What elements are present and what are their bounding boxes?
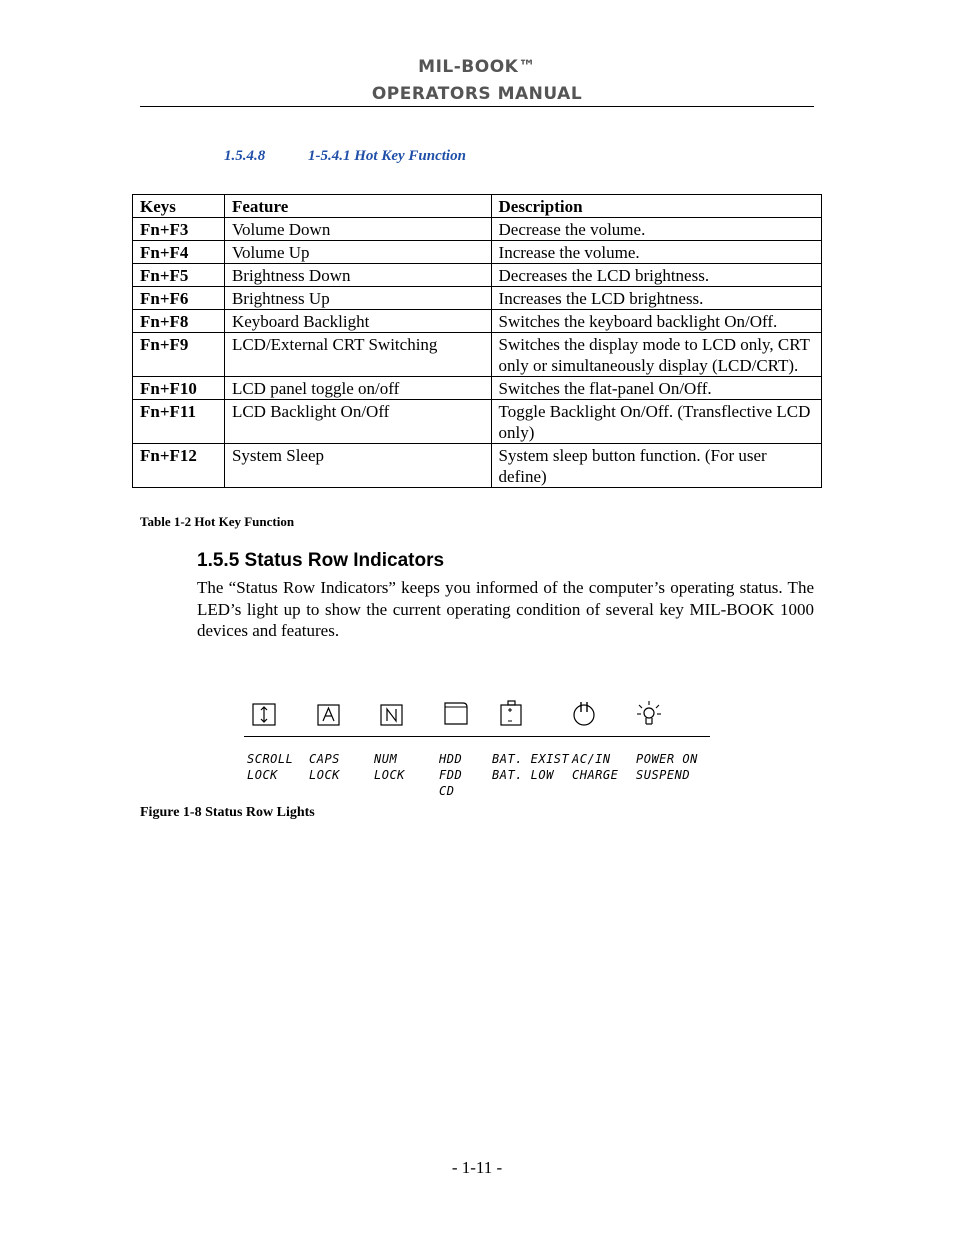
header-subtitle: OPERATORS MANUAL bbox=[371, 84, 583, 104]
description-cell: Toggle Backlight On/Off. (Transflective LCD only) bbox=[491, 400, 821, 444]
key-cell: Fn+F3 bbox=[133, 218, 225, 241]
num-lock-icon bbox=[371, 696, 411, 730]
document-header bbox=[0, 54, 954, 108]
key-cell: Fn+F5 bbox=[133, 264, 225, 287]
feature-cell: System Sleep bbox=[224, 444, 491, 488]
table-row bbox=[133, 310, 822, 333]
indicator-label: POWER ON SUSPEND bbox=[636, 752, 698, 782]
power-plug-icon bbox=[569, 696, 609, 730]
key-cell: Fn+F4 bbox=[133, 241, 225, 264]
header-rule bbox=[140, 106, 814, 107]
description-cell: Increase the volume. bbox=[491, 241, 821, 264]
feature-cell: Keyboard Backlight bbox=[224, 310, 491, 333]
feature-cell: LCD panel toggle on/off bbox=[224, 377, 491, 400]
description-cell: System sleep button function. (For user define) bbox=[491, 444, 821, 488]
feature-cell: Brightness Up bbox=[224, 287, 491, 310]
table-row bbox=[133, 377, 822, 400]
hdd-icon bbox=[436, 696, 476, 730]
key-cell: Fn+F9 bbox=[133, 333, 225, 377]
battery-icon bbox=[489, 696, 529, 730]
feature-cell: LCD/External CRT Switching bbox=[224, 333, 491, 377]
key-cell: Fn+F8 bbox=[133, 310, 225, 333]
section-number: 1.5.4.8 bbox=[224, 148, 266, 164]
table-row bbox=[133, 287, 822, 310]
indicator-hdd bbox=[436, 696, 496, 806]
table-row bbox=[133, 264, 822, 287]
indicator-scroll-lock bbox=[244, 696, 304, 806]
indicator-battery bbox=[489, 696, 570, 806]
indicator-num-lock bbox=[371, 696, 431, 806]
column-header-keys: Keys bbox=[133, 195, 225, 218]
table-row bbox=[133, 400, 822, 444]
indicator-label: NUM LOCK bbox=[374, 752, 405, 782]
feature-cell: Brightness Down bbox=[224, 264, 491, 287]
caps-lock-icon bbox=[306, 696, 346, 730]
key-cell: Fn+F12 bbox=[133, 444, 225, 488]
table-caption: Table 1-2 Hot Key Function bbox=[140, 514, 295, 529]
light-bulb-icon bbox=[633, 696, 673, 730]
indicator-caps-lock bbox=[306, 696, 366, 806]
description-cell: Switches the keyboard backlight On/Off. bbox=[491, 310, 821, 333]
subsection-heading: 1.5.5 Status Row Indicators bbox=[197, 550, 445, 571]
hot-key-table bbox=[132, 194, 822, 488]
description-cell: Decreases the LCD brightness. bbox=[491, 264, 821, 287]
key-cell: Fn+F11 bbox=[133, 400, 225, 444]
key-cell: Fn+F6 bbox=[133, 287, 225, 310]
status-row-figure bbox=[244, 696, 714, 806]
indicator-label: AC/IN CHARGE bbox=[572, 752, 619, 782]
feature-cell: Volume Up bbox=[224, 241, 491, 264]
description-cell: Switches the display mode to LCD only, CRT only or simultaneously display (LCD/CRT). bbox=[491, 333, 821, 377]
table-row bbox=[133, 218, 822, 241]
column-header-description: Description bbox=[491, 195, 821, 218]
key-cell: Fn+F10 bbox=[133, 377, 225, 400]
column-header-feature: Feature bbox=[224, 195, 491, 218]
status-paragraph: The “Status Row Indicators” keeps you informed of the computer’s operating status. The LED’s light up to show the current operating condition of several key MIL-BOOK 1000 devices and features. bbox=[197, 578, 814, 640]
page-number: - 1-11 - bbox=[451, 1158, 503, 1177]
indicator-label: HDD FDD CD bbox=[439, 752, 463, 798]
table-row bbox=[133, 444, 822, 488]
section-heading bbox=[224, 148, 466, 165]
table-row bbox=[133, 333, 822, 377]
indicator-ac-in bbox=[569, 696, 629, 806]
feature-cell: LCD Backlight On/Off bbox=[224, 400, 491, 444]
figure-caption: Figure 1-8 Status Row Lights bbox=[140, 805, 315, 820]
indicator-label: CAPS LOCK bbox=[309, 752, 340, 782]
description-cell: Switches the flat-panel On/Off. bbox=[491, 377, 821, 400]
feature-cell: Volume Down bbox=[224, 218, 491, 241]
table-row bbox=[133, 241, 822, 264]
indicator-power bbox=[633, 696, 698, 806]
table-header-row bbox=[133, 195, 822, 218]
description-cell: Increases the LCD brightness. bbox=[491, 287, 821, 310]
indicator-label: BAT. EXIST BAT. LOW bbox=[492, 752, 570, 782]
indicator-label: SCROLL LOCK bbox=[247, 752, 294, 782]
header-title: MIL-BOOK™ bbox=[418, 57, 536, 77]
description-cell: Decrease the volume. bbox=[491, 218, 821, 241]
scroll-lock-icon bbox=[244, 696, 284, 730]
section-title: 1-5.4.1 Hot Key Function bbox=[308, 148, 466, 164]
